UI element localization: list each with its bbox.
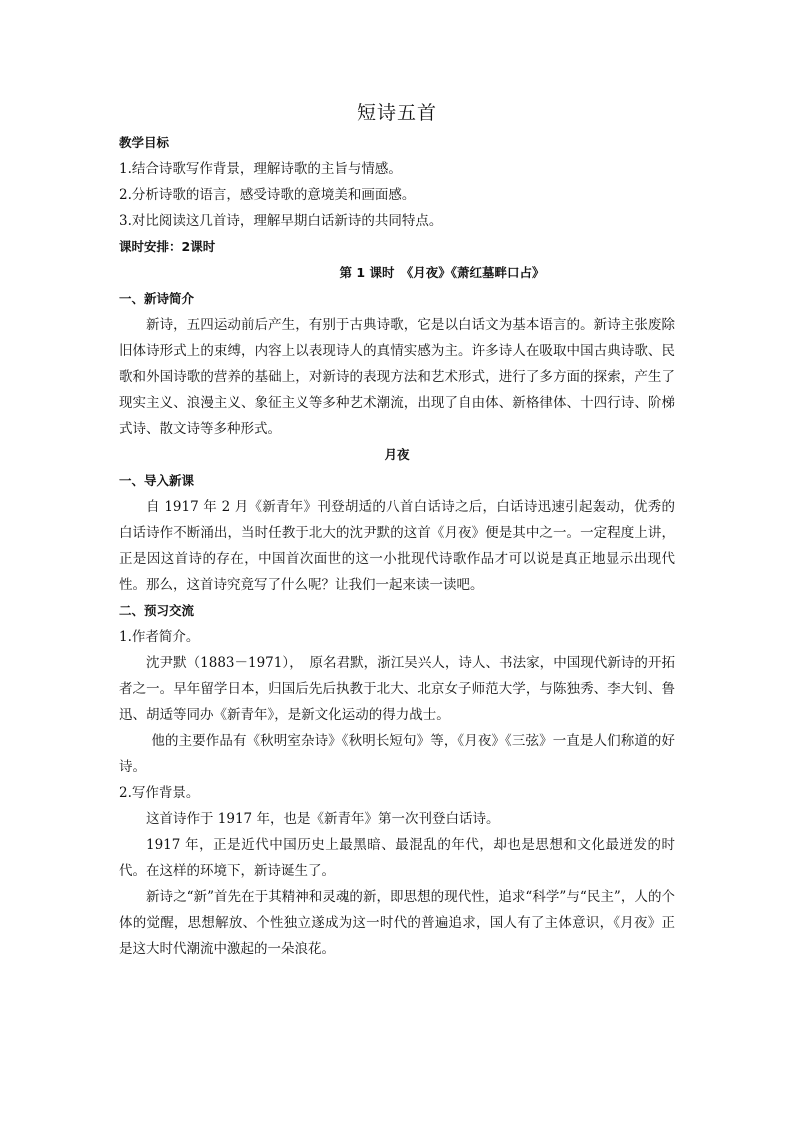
intro-paragraph: 新诗，五四运动前后产生，有别于古典诗歌，它是以白话文为基本语言的。新诗主张废除旧体诗形式上的束缚，内容上以表现诗人的真情实感为主。许多诗人在吸取中国古典诗歌、民歌和外国诗歌的营养的基础上，对新诗的表现方法和艺术形式，进行了多方面的探索，产生了现实主义、浪漫主义、象征主义等多种艺术潮流，出现了自由体、新格律体、十四行诗、阶梯式诗、散文诗等多种形式。 [119,317,675,437]
objective-item: 2.分析诗歌的语言，感受诗歌的意境美和画面感。 [119,187,416,203]
document-body [119,96,675,962]
objective-item: 1.结合诗歌写作背景，理解诗歌的主旨与情感。 [119,161,402,177]
objective-item: 3.对比阅读这几首诗，理解早期白话新诗的共同特点。 [119,213,443,229]
background-paragraph: 1917 年，正是近代中国历史上最黑暗、最混乱的年代，却也是思想和文化最迸发的时代。在这样的环境下，新诗诞生了。 [119,837,675,879]
intro-heading: 一、新诗简介 [119,291,195,306]
lead-heading: 一、导入新课 [119,473,195,488]
lead-paragraph: 自 1917 年 2 月《新青年》刊登胡适的八首白话诗之后，白话诗迅速引起轰动，优秀的白话诗作不断涌出，当时任教于北大的沈尹默的这首《月夜》便是其中之一。一定程度上讲，正是因这首诗的存在，中国首次面世的这一小批现代诗歌作品才可以说是真正地显示出现代性。那么，这首诗究竟写了什么呢？让我们一起来读一读吧。 [119,499,675,593]
background-paragraph: 新诗之“新”首先在于其精神和灵魂的新，即思想的现代性，追求“科学”与“民主”，人的个体的觉醒，思想解放、个性独立遂成为这一时代的普遍追求，国人有了主体意识，《月夜》正是这大时代潮流中激起的一朵浪花。 [119,889,675,957]
author-heading: 1.作者简介。 [119,629,200,645]
document-title: 短诗五首 [356,102,437,124]
background-heading: 2.写作背景。 [119,785,200,801]
schedule-line: 课时安排：2课时 [119,239,216,254]
lesson-title: 第 1 课时 《月夜》《萧红墓畔口占》 [339,265,545,280]
poem-title: 月夜 [384,447,410,462]
background-paragraph: 这首诗作于 1917 年，也是《新青年》第一次刊登白话诗。 [146,811,500,827]
author-paragraph: 沈尹默（1883－1971）， 原名君默，浙江吴兴人，诗人、书法家，中国现代新诗的开拓者之一。早年留学日本，归国后先后执教于北大、北京女子师范大学，与陈独秀、李大钊、鲁迅、胡适等同办《新青年》，是新文化运动的得力战士。 [119,655,675,723]
author-works-paragraph: 他的主要作品有《秋明室杂诗》《秋明长短句》等，《月夜》《三弦》一直是人们称道的好诗。 [119,733,675,775]
preview-heading: 二、预习交流 [119,603,195,618]
objectives-heading: 教学目标 [119,135,170,150]
